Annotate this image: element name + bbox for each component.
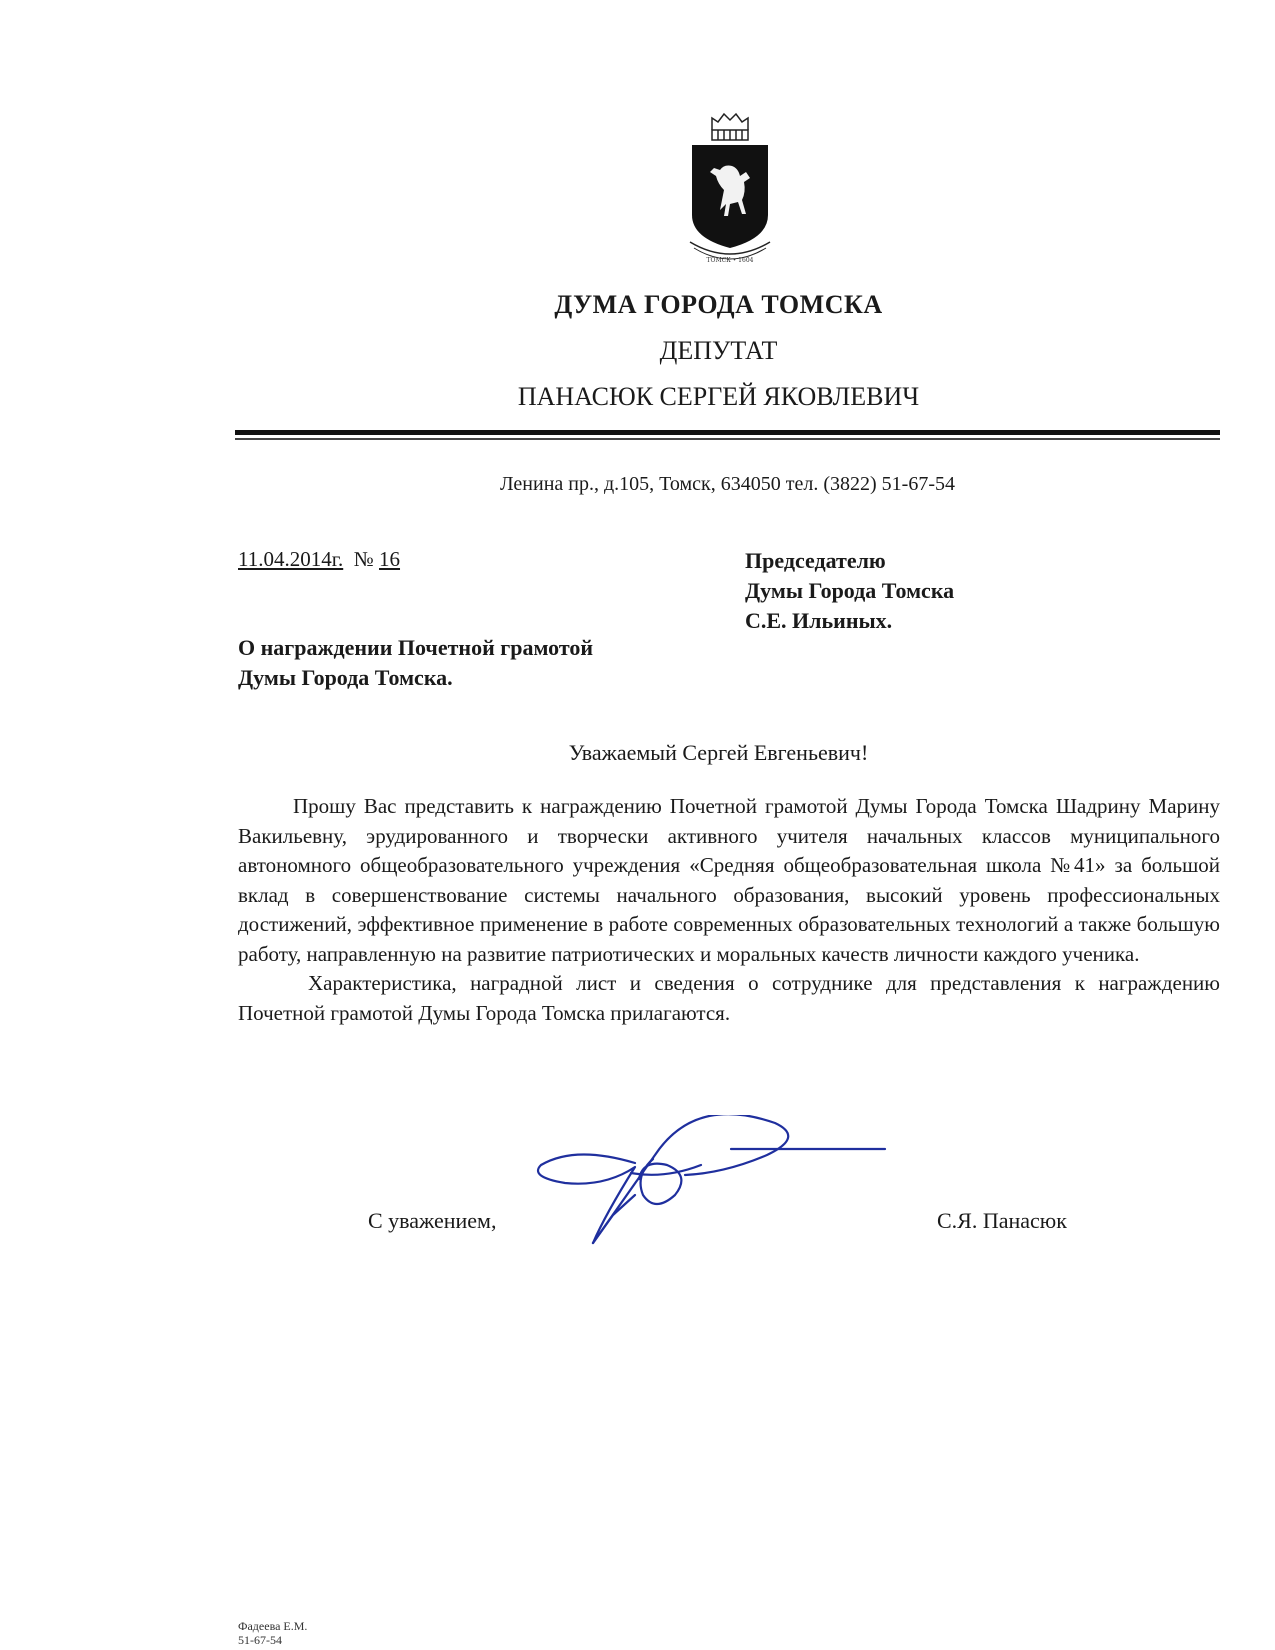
subject-line: О награждении Почетной грамотой: [238, 635, 594, 660]
closing-salutation: С уважением,: [368, 1208, 497, 1233]
sender-position: ДЕПУТАТ: [659, 336, 778, 365]
header-divider-thin: [235, 438, 1220, 440]
signer-name: С.Я. Панасюк: [937, 1208, 1067, 1233]
subject-line: Думы Города Томска.: [238, 665, 453, 690]
body-paragraph: Характеристика, наградной лист и сведения о сотруднике для представления к награждению Почетной грамотой Думы Города Томска прилагаются.: [238, 971, 1220, 1025]
letter-reference: [238, 547, 400, 572]
sender-name: ПАНАСЮК СЕРГЕЙ ЯКОВЛЕВИЧ: [517, 382, 920, 411]
letter-date: 11.04.2014г.: [238, 547, 344, 571]
greeting: Уважаемый Сергей Евгеньевич!: [568, 740, 869, 765]
letter-number: 16: [379, 547, 401, 571]
letter-subject: [238, 633, 593, 693]
sender-address: Ленина пр., д.105, Томск, 634050 тел. (3822) 51-67-54: [500, 473, 955, 495]
recipient-line: Думы Города Томска: [745, 578, 955, 603]
executor-phone: 51-67-54: [238, 1633, 282, 1647]
organization-name: ДУМА ГОРОДА ТОМСКА: [554, 290, 883, 319]
handwritten-signature: [535, 1115, 915, 1315]
executor-info: [238, 1619, 307, 1647]
recipient-block: [745, 546, 954, 636]
recipient-line: С.Е. Ильиных.: [745, 608, 893, 633]
emblem-motto: ТОМСК • 1604: [706, 257, 754, 264]
tomsk-coat-of-arms-icon: [680, 110, 780, 270]
header-divider: [235, 430, 1220, 435]
recipient-line: Председателю: [745, 548, 886, 573]
letter-body: [238, 792, 1220, 1028]
body-paragraph: Прошу Вас представить к награждению Почетной грамотой Думы Города Томска Шадрину Марину Вакильевну, эрудированного и творчески активного учителя начальных классов муниципального автономного общеобразовательного учреждения «Средняя общеобразовательная школа №41» за большой вклад в совершенствование системы начального образования, высокий уровень профессиональных достижений, эффективное применение в работе современных образовательных технологий а также большую работу, направленную на развитие патриотических и моральных качеств личности каждого ученика.: [238, 794, 1220, 966]
executor-name: Фадеева Е.М.: [238, 1619, 308, 1633]
letter-number-label: №: [353, 547, 374, 571]
